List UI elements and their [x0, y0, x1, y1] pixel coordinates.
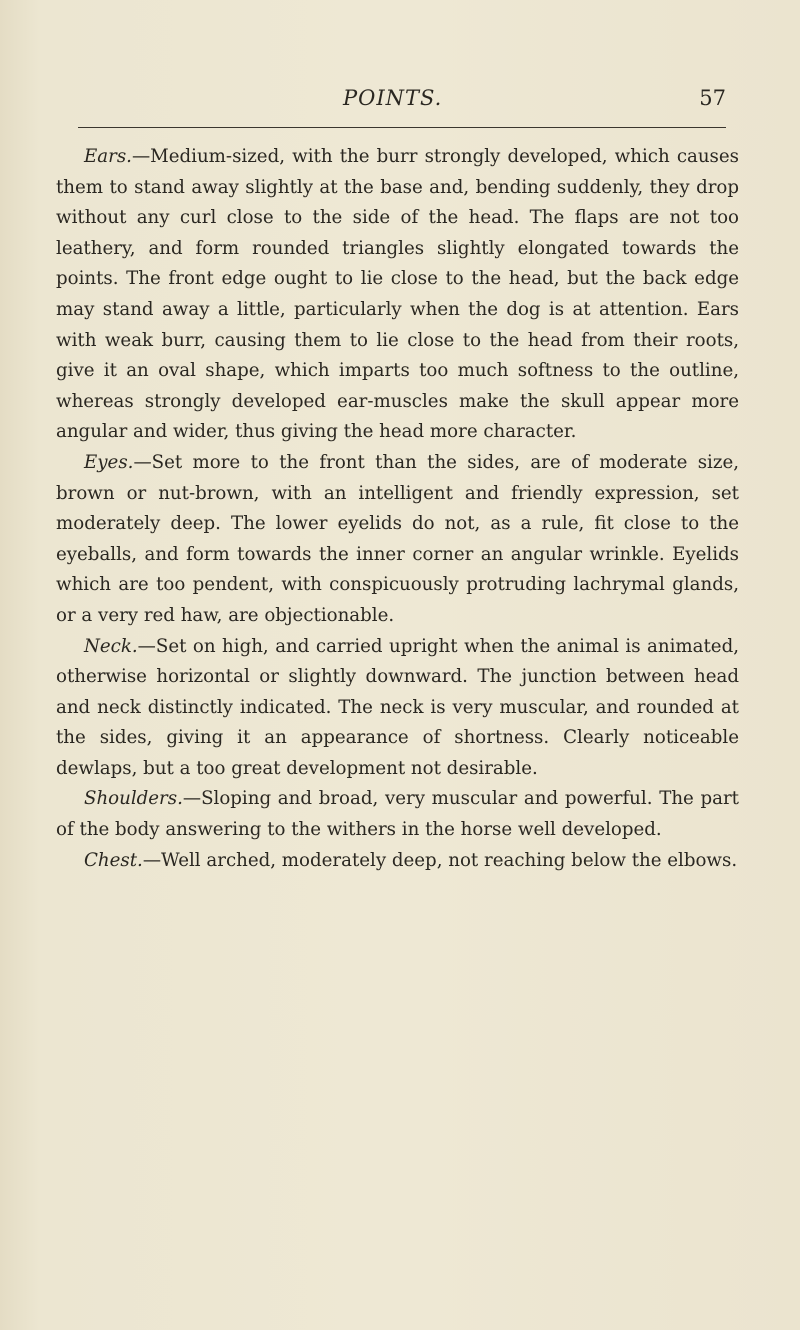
body-text: [56, 142, 739, 876]
page-number: 57: [699, 86, 726, 110]
header-rule: [78, 127, 726, 128]
paragraph-text: —Set on high, and carried upright when the animal is animated, otherwise horizontal or slightly downward. The junction between head and neck distinctly indicated. The neck is very muscular, and rounded at the sides, giving it an appearance of shortness. Clearly noticeable dewlaps, but a too great development not desirable.: [56, 635, 739, 779]
paragraph-text: —Well arched, moderately deep, not reaching below the elbows.: [142, 849, 738, 871]
paragraph-chest: [56, 846, 739, 877]
paragraph-ears: [56, 142, 739, 448]
paragraph-term: Neck.: [84, 635, 138, 657]
paragraph-term: Ears.: [84, 146, 132, 167]
paragraph-text: —Medium-sized, with the burr strongly developed, which causes them to stand away slightly at the base and, bending suddenly, they drop without any curl close to the side of the head. The flaps are not too leathery, and form rounded triangles slightly elongated towards the points. The front edge ought to lie close to the head, but the back edge may stand away a little, particularly when the dog is at attention. Ears with weak burr, causing them to lie close to the head from their roots, give it an oval shape, which imparts too much softness to the outline, whereas strongly developed ear-muscles make the skull appear more angular and wider, thus giving the head more character.: [56, 146, 739, 443]
paragraph-neck: [56, 632, 739, 785]
paragraph-term: Shoulders.: [84, 788, 183, 810]
running-head: POINTS.: [343, 86, 443, 110]
paragraph-eyes: [56, 448, 739, 632]
page-header: [78, 86, 726, 126]
paragraph-text: —Sloping and broad, very muscular and powerful. The part of the body answering to the withers in the horse well developed.: [56, 788, 739, 841]
paragraph-text: —Set more to the front than the sides, are of moderate size, brown or nut-brown, with an intelligent and friendly expression, set moderately deep. The lower eyelids do not, as a rule, fit close to the eyeballs, and form towards the inner corner an angular wrinkle. Eyelids which are too pendent, with conspicuously protruding lachrymal glands, or a very red haw, are objectionable.: [56, 451, 739, 626]
paragraph-term: Chest.: [84, 849, 143, 871]
paragraph-term: Eyes.: [84, 451, 134, 473]
paragraph-shoulders: [56, 784, 739, 845]
